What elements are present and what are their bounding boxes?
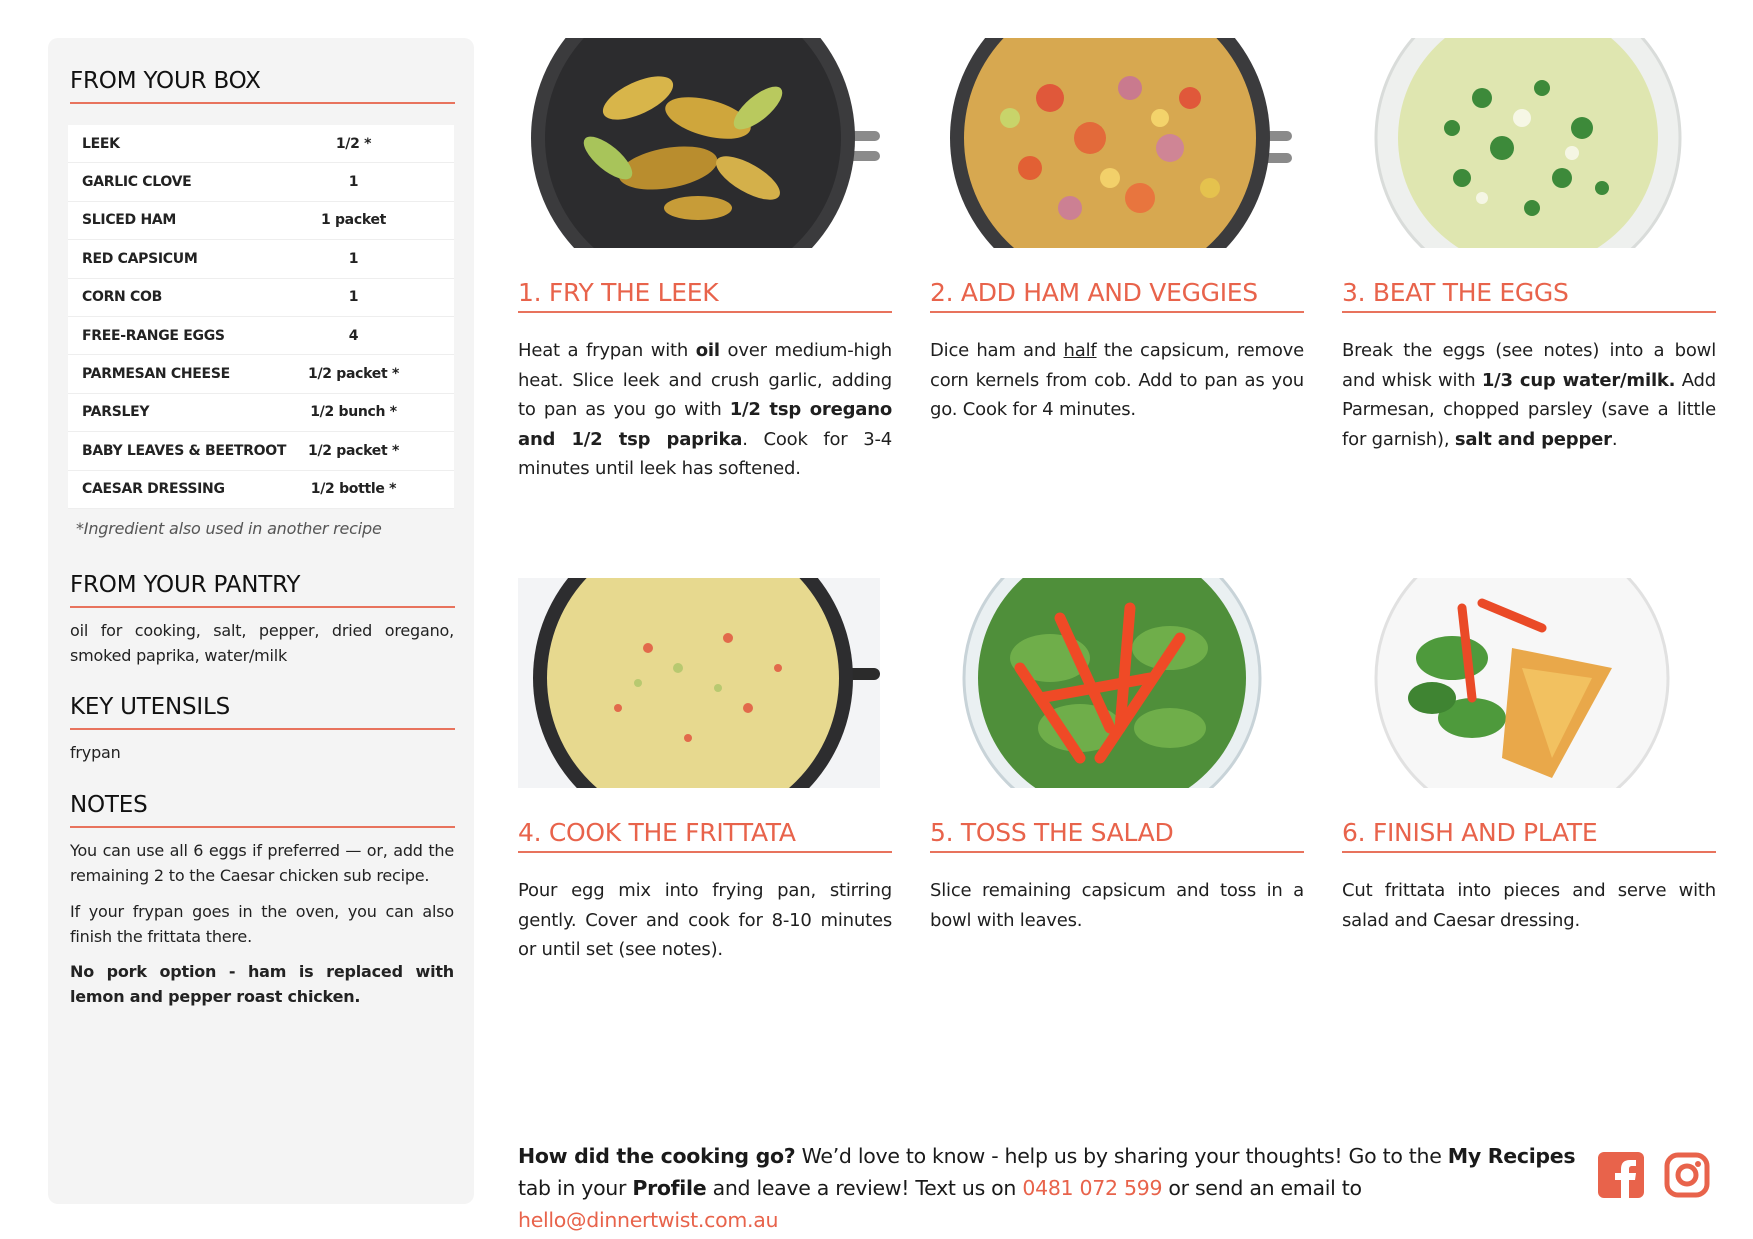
frittata-in-pan-photo	[518, 578, 880, 788]
pantry-text: oil for cooking, salt, pepper, dried oregano, smoked paprika, water/milk	[70, 621, 454, 665]
table-row	[68, 163, 454, 201]
leek-frying-in-pan-photo	[518, 38, 880, 248]
ingredient-name: GARLIC CLOVE	[82, 174, 192, 191]
step-6-title: 6. FINISH AND PLATE	[1342, 818, 1716, 853]
utensils-heading: KEY UTENSILS	[70, 694, 455, 730]
ingredient-qty: 1/2 *	[335, 135, 372, 152]
ingredient-qty: 1/2 bunch *	[310, 404, 397, 421]
step-4-body: Pour egg mix into frying pan, stirring gently. Cover and cook for 8-10 minutes or until set (see notes).	[518, 880, 892, 960]
step-2-title: 2. ADD HAM AND VEGGIES	[930, 278, 1304, 313]
table-row	[68, 432, 454, 470]
ingredient-table	[68, 125, 454, 509]
notes-heading: NOTES	[70, 792, 455, 828]
ingredient-qty: 1	[348, 289, 359, 306]
ingredient-name: LEEK	[82, 135, 120, 152]
box-heading: FROM YOUR BOX	[70, 68, 455, 104]
ingredient-qty: 1 packet	[320, 212, 387, 229]
table-row	[68, 394, 454, 432]
ingredient-name: CORN COB	[82, 289, 162, 306]
ham-and-veggies-in-pan-photo	[930, 38, 1292, 248]
table-row	[68, 317, 454, 355]
table-row	[68, 125, 454, 163]
feedback-footer: How did the cooking go? We’d love to know - help us by sharing your thoughts! Go to the My Recipes tab in your Profile and leave a review! Text us on 0481 072 599 or send an email to hello@dinnertwist.com.au	[518, 1144, 1576, 1232]
sidebar	[48, 38, 474, 1204]
ingredient-name: RED CAPSICUM	[82, 250, 198, 267]
ingredient-note: *Ingredient also used in another recipe	[76, 519, 382, 538]
salad-bowl-photo	[930, 578, 1292, 788]
step-5-body: Slice remaining capsicum and toss in a bowl with leaves.	[930, 880, 1304, 931]
pantry-heading: FROM YOUR PANTRY	[70, 572, 455, 608]
ingredient-qty: 1/2 packet *	[308, 442, 399, 459]
ingredient-name: FREE-RANGE EGGS	[82, 327, 225, 344]
ingredient-name: BABY LEAVES & BEETROOT	[82, 442, 287, 459]
ingredient-name: CAESAR DRESSING	[82, 481, 225, 498]
table-row	[68, 279, 454, 317]
ingredient-name: SLICED HAM	[82, 212, 177, 229]
ingredient-qty: 4	[348, 327, 359, 344]
beaten-eggs-bowl-photo	[1342, 38, 1704, 248]
note-no-pork: No pork option - ham is replaced with lemon and pepper roast chicken.	[70, 962, 454, 1006]
table-row	[68, 355, 454, 393]
ingredient-name: PARSLEY	[82, 404, 150, 421]
step-1-title: 1. FRY THE LEEK	[518, 278, 892, 313]
table-row	[68, 202, 454, 240]
step-2-body: Dice ham and half the capsicum, remove corn kernels from cob. Add to pan as you go. Cook for 4 minutes.	[930, 340, 1304, 420]
facebook-icon[interactable]	[1598, 1152, 1644, 1198]
table-row	[68, 471, 454, 509]
ingredient-qty: 1/2 packet *	[308, 366, 399, 383]
step-4-title: 4. COOK THE FRITTATA	[518, 818, 892, 853]
step-6-body: Cut frittata into pieces and serve with salad and Caesar dressing.	[1342, 880, 1716, 931]
instagram-icon[interactable]	[1664, 1152, 1710, 1198]
ingredient-qty: 1	[348, 250, 359, 267]
utensils-text: frypan	[70, 743, 121, 762]
step-1-body: Heat a frypan with oil over medium-high heat. Slice leek and crush garlic, adding to pan as you go with 1/2 tsp oregano and 1/2 tsp paprika. Cook for 3-4 minutes until leek has softened.	[518, 340, 892, 479]
ingredient-qty: 1	[348, 174, 359, 191]
phone-link[interactable]: 0481 072 599	[1022, 1176, 1163, 1200]
note-oven: If your frypan goes in the oven, you can also finish the frittata there.	[70, 902, 454, 946]
step-3-title: 3. BEAT THE EGGS	[1342, 278, 1716, 313]
table-row	[68, 240, 454, 278]
note-eggs: You can use all 6 eggs if preferred — or, add the remaining 2 to the Caesar chicken sub recipe.	[70, 841, 454, 885]
ingredient-qty: 1/2 bottle *	[310, 481, 397, 498]
step-5-title: 5. TOSS THE SALAD	[930, 818, 1304, 853]
email-link[interactable]: hello@dinnertwist.com.au	[518, 1208, 779, 1232]
plated-frittata-photo	[1342, 578, 1704, 788]
ingredient-name: PARMESAN CHEESE	[82, 366, 230, 383]
step-3-body: Break the eggs (see notes) into a bowl and whisk with 1/3 cup water/milk. Add Parmesan, chopped parsley (save a little for garnish), salt and pepper.	[1342, 340, 1716, 450]
